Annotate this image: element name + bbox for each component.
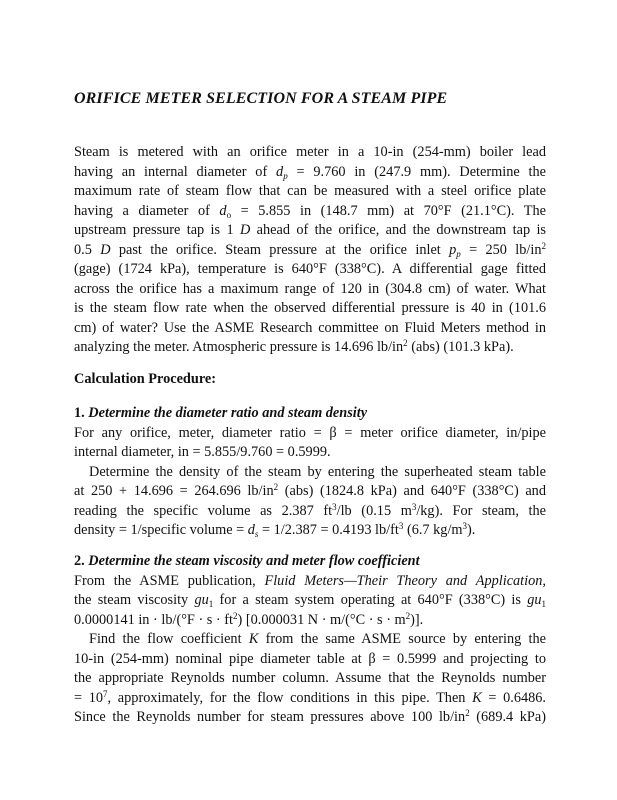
text-line: analyzing the meter. Atmospheric pressure is 14.696 $lb/in^2$ (abs) (101.3 kPa). <box>74 338 514 355</box>
text-line: 0.0000141 in · $lb/(^\circ F \cdot s \cdot ft^2)$ [0.000031 $N \cdot m/(^\circ C \cdot s \cdot m^2)$]. <box>74 610 424 628</box>
text-line: density = 1/specific volume = $d_s = 1/2.387 = 0.4193$ $lb/ft^3$ (6.7 $kg/m^3$). <box>74 521 476 539</box>
text-line: reading the specific volume as 2.387 $ft^3/lb$ (0.15 $m^3/kg$). For steam, the <box>74 501 546 519</box>
text-line: maximum rate of steam flow that can be measured with a steel orifice plate <box>74 183 546 199</box>
step-2 <box>74 552 546 728</box>
text-line: having a diameter of $d_o = 5.855$ in (148.7 mm) at 70°F (21.1°C). The <box>74 202 546 220</box>
text-line: (gage) (1724 kPa), temperature is 640°F (338°C). A differential gage fitted <box>74 261 546 277</box>
text-line: Determine the density of the steam by entering the superheated steam table <box>89 463 546 480</box>
text-line: For any orifice, meter, diameter ratio = β = meter orifice diameter, in/pipe <box>74 424 546 441</box>
step-heading: 2. Determine the steam viscosity and meter flow coefficient <box>74 553 420 569</box>
text-line: internal diameter, in = 5.855/9.760 = 0.5999. <box>74 444 331 460</box>
text-line: Since the Reynolds number for steam pressures above 100 $lb/in^2$ (689.4 kPa) <box>74 708 546 725</box>
text-line: at 250 + 14.696 = 264.696 $lb/in^2$ (abs) (1824.8 kPa) and 640°F (338°C) and <box>74 482 546 499</box>
section-heading: Calculation Procedure: <box>74 371 217 387</box>
text-line: = $10^7$, approximately, for the flow conditions in this pipe. Then K = 0.6486. <box>74 688 546 706</box>
calculation-procedure-heading <box>74 370 546 390</box>
text-line: the appropriate Reynolds number column. Assume that the Reynolds number <box>74 670 546 686</box>
text-line: cm) of water? Use the ASME Research committee on Fluid Meters method in <box>74 319 546 336</box>
text-line: is the steam flow rate when the observed differential pressure is 40 in (101.6 <box>74 300 546 316</box>
text-line: Steam is metered with an orifice meter in a 10-in (254-mm) boiler lead <box>74 144 546 160</box>
step-heading: 1. Determine the diameter ratio and steam density <box>74 405 368 421</box>
text-line: Find the flow coefficient K from the same ASME source by entering the <box>89 631 546 647</box>
step-1 <box>74 404 546 541</box>
text-line: across the orifice has a maximum range of 120 in (304.8 cm) of water. What <box>74 280 546 297</box>
text-line: 0.5 D past the orifice. Steam pressure at the orifice inlet $p_p = 250$ $lb/in^2$ <box>74 240 546 259</box>
text-line: the steam viscosity $gu_1$ for a steam system operating at 640°F (338°C) is $gu_1$ <box>74 592 547 609</box>
text-line: having an internal diameter of $d_p = 9.760$ in (247.9 mm). Determine the <box>74 163 546 181</box>
intro-paragraph <box>74 143 546 358</box>
text-line: 10-in (254-mm) nominal pipe diameter table at β = 0.5999 and projecting to <box>74 650 546 667</box>
document-title: ORIFICE METER SELECTION FOR A STEAM PIPE <box>74 90 448 107</box>
text-line: From the ASME publication, Fluid Meters—Their Theory and Application, <box>74 572 546 589</box>
text-line: upstream pressure tap is 1 D ahead of the orifice, and the downstream tap is <box>74 222 546 238</box>
